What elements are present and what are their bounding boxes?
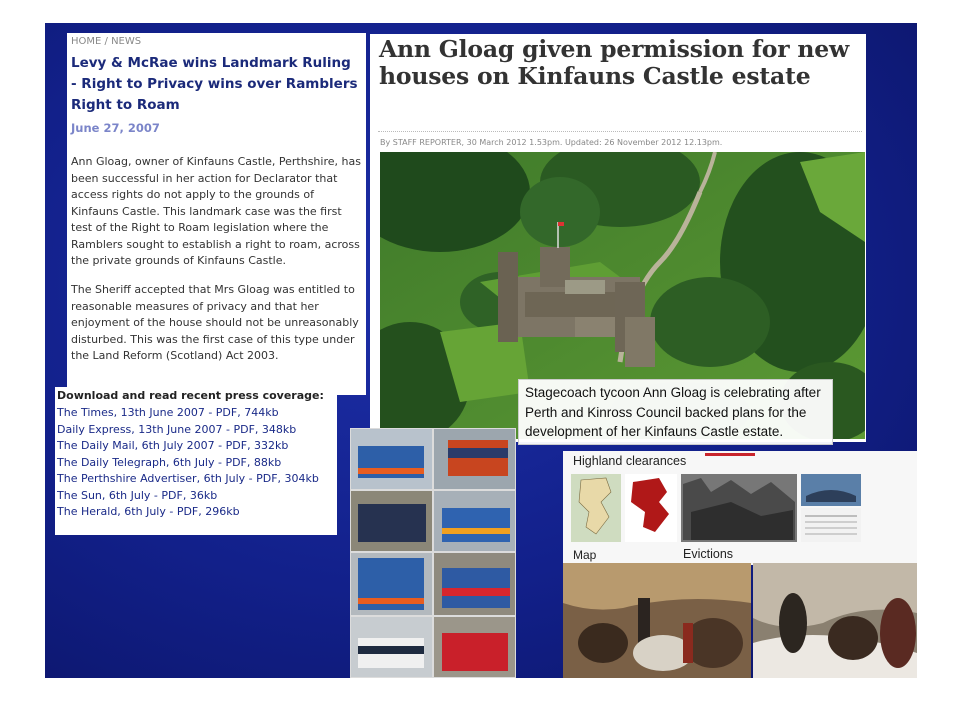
download-link[interactable]: The Sun, 6th July - PDF, 36kb [57, 488, 218, 502]
download-link[interactable]: The Perthshire Advertiser, 6th July - PDF, 304kb [57, 472, 319, 485]
download-link[interactable]: Daily Express, 13th June 2007 - PDF, 348kb [57, 422, 297, 436]
map-label: Map [573, 548, 597, 562]
downloads-list [57, 405, 319, 521]
downloads-panel [55, 387, 337, 535]
breadcrumb[interactable]: HOME / NEWS [71, 36, 142, 47]
accent-bar [705, 453, 755, 456]
news-title: Ann Gloag given permission for new houses on Kinfauns Castle estate [379, 35, 850, 90]
slide-background [45, 23, 917, 678]
highland-clearances-panel [563, 451, 917, 565]
divider [378, 131, 862, 132]
download-link[interactable]: The Herald, 6th July - PDF, 296kb [57, 505, 240, 518]
photo-caption: Stagecoach tycoon Ann Gloag is celebrating after Perth and Kinross Council backed plans for the development of her Kinfauns Castle estate. [518, 379, 833, 445]
news-byline: By STAFF REPORTER, 30 March 2012 1.53pm. Updated: 26 November 2012 12.13pm. [380, 138, 723, 147]
download-link[interactable]: The Daily Telegraph, 6th July - PDF, 88kb [57, 455, 282, 469]
article-panel [67, 33, 366, 395]
downloads-heading: Download and read recent press coverage: [57, 389, 324, 402]
download-link[interactable]: The Daily Mail, 6th July 2007 - PDF, 332kb [57, 439, 289, 452]
article-headline: Levy & McRae wins Landmark Ruling - Right to Privacy wins over Ramblers Right to Roam [71, 55, 358, 113]
news-clipping [370, 34, 866, 442]
eviction-paintings [563, 563, 917, 678]
article-paragraph: The Sheriff accepted that Mrs Gloag was entitled to reasonable measures of privacy and that her enjoyment of the house should not be unreasonably disturbed. This was the first case of this type under the Land Reform (Scotland) Act 2003. [71, 283, 359, 362]
article-paragraph: Ann Gloag, owner of Kinfauns Castle, Perthshire, has been successful in her action for Declarator that access rights do not apply to the grounds of Kinfauns Castle. This landmark case was the first test of the Right to Roam legislation where the Ramblers sought to establish a right to roam, across the private grounds of Kinfauns Castle. [71, 155, 361, 267]
clearances-thumbnails [571, 472, 911, 546]
download-link[interactable]: The Times, 13th June 2007 - PDF, 744kb [57, 406, 279, 419]
bus-photo-collage [350, 428, 516, 678]
highland-title: Highland clearances [573, 454, 687, 468]
evictions-label: Evictions [683, 547, 734, 561]
article-date: June 27, 2007 [71, 121, 160, 135]
